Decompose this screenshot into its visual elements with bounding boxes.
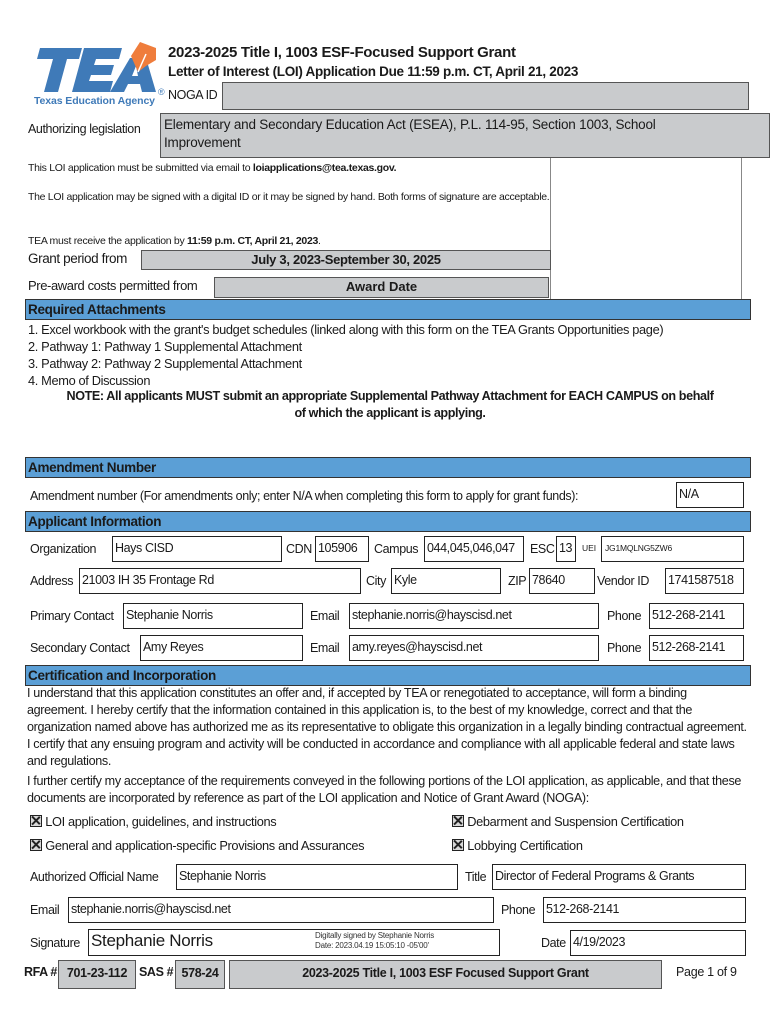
receive-instruction-text: TEA must receive the application by [28, 235, 188, 247]
agency-name: Texas Education Agency [34, 95, 155, 107]
primary-contact-label: Primary Contact [30, 609, 114, 623]
official-phone-field[interactable]: 512-268-2141 [543, 897, 746, 923]
tea-logo-icon [34, 40, 164, 98]
sas-field: 578-24 [175, 960, 225, 989]
secondary-contact-label: Secondary Contact [30, 641, 130, 655]
certification-paragraph-2: I further certify my acceptance of the requirements conveyed in the following portions of the LOI application, as applicable, and that these documents are incorporated by reference as part of the LOI application and Notice of Grant Award (NOGA): [27, 774, 742, 805]
certification-paragraph-1: I understand that this application constitutes an offer and, if accepted by TEA or renegotiated to acceptance, will form a binding agreement. I hereby certify that the information contained in this application is, to the best of my knowledge, correct and that the organization named above has authorized me as its representative to obligate this organization in a legally binding contractual agreement. I certify that any ensuing program and activity will be conducted in accordance and compliance with all applicable federal and state laws and regulations. [27, 686, 747, 768]
authorizing-legislation-label: Authorizing legislation [28, 122, 141, 136]
digital-signature-line2: Date: 2023.04.19 15:05:10 -05'00' [315, 941, 429, 950]
uei-field[interactable] [601, 536, 744, 562]
checkbox-checked-icon[interactable] [452, 839, 464, 851]
primary-email-label: Email [310, 609, 340, 623]
secondary-contact-field[interactable]: Amy Reyes [140, 635, 303, 661]
footer-grant-name: 2023-2025 Title I, 1003 ESF Focused Support Grant [229, 960, 662, 989]
cdn-field[interactable]: 105906 [315, 536, 369, 562]
digital-signature-line1: Digitally signed by Stephanie Norris [315, 931, 435, 940]
primary-phone-field[interactable]: 512-268-2141 [649, 603, 744, 629]
registered-mark: ® [158, 87, 165, 97]
attachments-list [28, 321, 663, 389]
official-phone-label: Phone [501, 903, 536, 917]
applicant-information-header: Applicant Information [25, 511, 751, 532]
right-blank-box [550, 158, 742, 300]
secondary-phone-field[interactable]: 512-268-2141 [649, 635, 744, 661]
submit-instruction-text: This LOI application must be submitted via email to [28, 162, 253, 174]
title-label: Title [465, 870, 487, 884]
checkbox-lobbying[interactable] [452, 838, 583, 853]
city-field[interactable]: Kyle [391, 568, 501, 594]
authorized-official-label: Authorized Official Name [30, 870, 159, 884]
attachment-item: 1. Excel workbook with the grant's budget schedules (linked along with this form on the TEA Grants Opportunities page) [28, 322, 664, 337]
uei-label: UEI [582, 543, 597, 553]
checkbox-debarment[interactable] [452, 814, 684, 829]
organization-label: Organization [30, 542, 97, 556]
checkbox-checked-icon[interactable] [30, 815, 42, 827]
title-field[interactable]: Director of Federal Programs & Grants [492, 864, 746, 890]
receive-deadline: 11:59 p.m. CT, April 21, 2023 [187, 235, 319, 247]
secondary-email-label: Email [310, 641, 340, 655]
page-number: Page 1 of 9 [676, 965, 737, 979]
receive-suffix: . [318, 235, 321, 247]
zip-field[interactable]: 78640 [529, 568, 595, 594]
digital-signature-stamp [315, 931, 434, 951]
amendment-number-label: Amendment number (For amendments only; enter N/A when completing this form to apply for grant funds): [30, 489, 579, 503]
address-field[interactable]: 21003 IH 35 Frontage Rd [79, 568, 361, 594]
secondary-phone-label: Phone [607, 641, 642, 655]
address-label: Address [30, 574, 74, 588]
submit-instruction [28, 162, 396, 174]
zip-label: ZIP [508, 574, 527, 588]
signature-name: Stephanie Norris [91, 931, 213, 950]
cdn-label: CDN [286, 542, 312, 556]
checkbox-provisions-assurances[interactable] [30, 838, 364, 853]
date-label: Date [541, 936, 566, 950]
organization-field[interactable]: Hays CISD [112, 536, 282, 562]
attachment-item: 4. Memo of Discussion [28, 373, 151, 388]
page-title: 2023-2025 Title I, 1003 ESF-Focused Support Grant [168, 44, 516, 61]
amendment-number-field[interactable]: N/A [676, 482, 744, 508]
checkbox-label: Debarment and Suspension Certification [467, 814, 684, 829]
authorizing-legislation-field[interactable] [160, 113, 770, 158]
campus-field[interactable]: 044,045,046,047 [424, 536, 524, 562]
attachment-item: 3. Pathway 2: Pathway 2 Supplemental Attachment [28, 356, 302, 371]
grant-period-label: Grant period from [28, 251, 127, 266]
receive-instruction [28, 235, 321, 247]
esc-field[interactable]: 13 [556, 536, 576, 562]
noga-id-field[interactable] [222, 82, 749, 110]
authorized-official-field[interactable]: Stephanie Norris [176, 864, 458, 890]
amendment-number-header: Amendment Number [25, 457, 751, 478]
esc-label: ESC [530, 542, 555, 556]
attachments-note-line1: NOTE: All applicants MUST submit an appropriate Supplemental Pathway Attachment for EACH CAMPUS on behalf [66, 389, 714, 403]
signature-label: Signature [30, 936, 80, 950]
sign-instruction: The LOI application may be signed with a digital ID or it may be signed by hand. Both forms of signature are acceptable. [28, 191, 550, 203]
signature-field[interactable] [88, 929, 500, 956]
campus-label: Campus [374, 542, 419, 556]
certification-header: Certification and Incorporation [25, 665, 751, 686]
checkbox-checked-icon[interactable] [30, 839, 42, 851]
attachments-note-line2: of which the applicant is applying. [294, 406, 486, 420]
checkbox-label: LOI application, guidelines, and instructions [45, 814, 277, 829]
checkbox-loi-guidelines[interactable] [30, 814, 276, 829]
official-email-field[interactable]: stephanie.norris@hayscisd.net [68, 897, 494, 923]
primary-phone-label: Phone [607, 609, 642, 623]
checkbox-label: General and application-specific Provisions and Assurances [45, 838, 365, 853]
vendor-id-label: Vendor ID [597, 574, 649, 588]
preaward-field[interactable]: Award Date [214, 277, 549, 298]
grant-period-field[interactable]: July 3, 2023-September 30, 2025 [141, 250, 551, 270]
tea-logo [34, 40, 164, 110]
primary-contact-field[interactable]: Stephanie Norris [123, 603, 303, 629]
sas-label: SAS # [139, 965, 174, 979]
required-attachments-header: Required Attachments [25, 299, 751, 320]
noga-id-label: NOGA ID [168, 88, 218, 102]
primary-email-field[interactable]: stephanie.norris@hayscisd.net [349, 603, 599, 629]
vendor-id-field[interactable]: 1741587518 [665, 568, 744, 594]
secondary-email-field[interactable]: amy.reyes@hayscisd.net [349, 635, 599, 661]
rfa-field: 701-23-112 [58, 960, 136, 989]
preaward-label: Pre-award costs permitted from [28, 278, 198, 293]
attachments-note [20, 388, 760, 422]
date-field[interactable]: 4/19/2023 [570, 930, 746, 956]
checkbox-checked-icon[interactable] [452, 815, 464, 827]
rfa-label: RFA # [24, 965, 57, 979]
submit-email: loiapplications@tea.texas.gov. [252, 162, 397, 174]
uei-value: JG1MQLNG5ZW6 [605, 543, 673, 553]
attachment-item: 2. Pathway 1: Pathway 1 Supplemental Attachment [28, 339, 302, 354]
page-subtitle: Letter of Interest (LOI) Application Due 11:59 p.m. CT, April 21, 2023 [168, 64, 579, 79]
authorizing-legislation-value: Elementary and Secondary Education Act (ESEA), P.L. 114-95, Section 1003, School Improvement [164, 117, 656, 150]
city-label: City [366, 574, 386, 588]
official-email-label: Email [30, 903, 60, 917]
checkbox-label: Lobbying Certification [467, 838, 583, 853]
